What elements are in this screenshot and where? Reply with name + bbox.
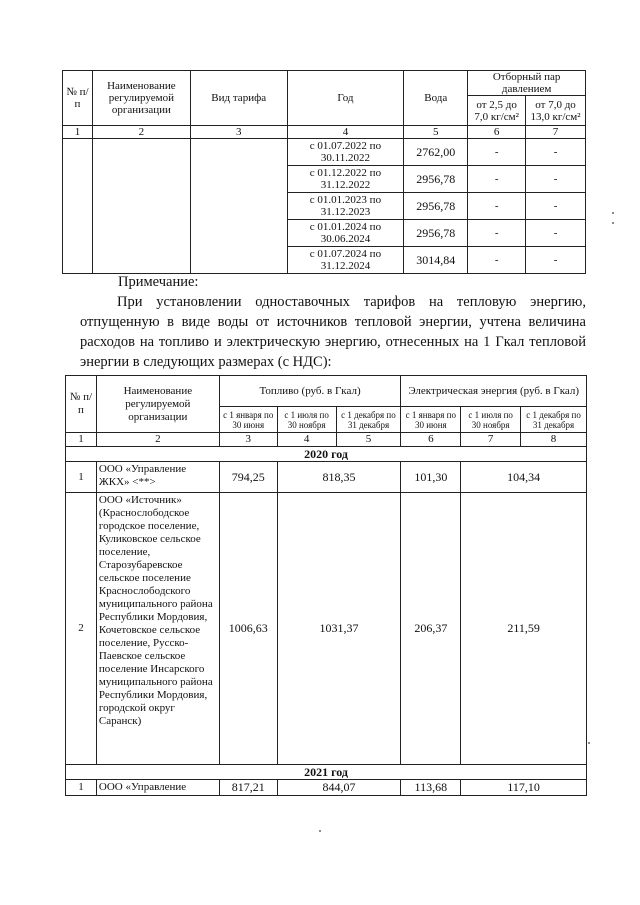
- header-year: Год: [287, 71, 404, 126]
- electricity-cell: 101,30: [401, 462, 461, 493]
- header-period: с 1 января по 30 июня: [219, 407, 277, 433]
- electricity-cell: 211,59: [461, 493, 587, 765]
- colnum: 6: [468, 126, 526, 139]
- header-tariff-type: Вид тарифа: [190, 71, 287, 126]
- row-num: 1: [66, 462, 97, 493]
- header-org: Наименование регулируемой организации: [96, 376, 219, 433]
- water-cell: 2956,78: [404, 166, 468, 193]
- empty-cell: [63, 139, 93, 274]
- header-num: № п/п: [66, 376, 97, 433]
- header-steam-b: от 7,0 до 13,0 кг/см²: [526, 96, 586, 126]
- scan-speck: [588, 742, 590, 744]
- year-heading: 2020 год: [66, 447, 587, 462]
- header-steam-a: от 2,5 до 7,0 кг/см²: [468, 96, 526, 126]
- org-cell: ООО «Источник» (Краснослободское городское поселение, Куликовское сельское поселение, Старозубаревское сельское поселение Краснослободского муниципального района Республики Мордовия, Кочетовское сельское поселение, Русско-Паевское сельское поселение Инсарского муниципального района Республики Мордовия, городской округ Саранск): [96, 493, 219, 765]
- table-row: [66, 462, 587, 493]
- header-steam: Отборный пар давлением: [468, 71, 586, 96]
- period-cell: с 01.01.2024 по 30.06.2024: [287, 220, 404, 247]
- period-cell: с 01.01.2023 по 31.12.2023: [287, 193, 404, 220]
- colnum: 5: [336, 433, 401, 447]
- steam-b-cell: -: [526, 220, 586, 247]
- colnum: 1: [63, 126, 93, 139]
- fuel-cell: 818,35: [277, 462, 401, 493]
- header-period: с 1 января по 30 июня: [401, 407, 461, 433]
- colnum: 2: [92, 126, 190, 139]
- header-org: Наименование регулируемой организации: [92, 71, 190, 126]
- scan-speck: [319, 830, 321, 832]
- org-cell: ООО «Управление ЖКХ» <**>: [96, 462, 219, 493]
- empty-cell: [190, 139, 287, 274]
- period-cell: с 01.07.2024 по 31.12.2024: [287, 247, 404, 274]
- table-row: [66, 493, 587, 765]
- steam-a-cell: -: [468, 139, 526, 166]
- header-period: с 1 июля по 30 ноября: [277, 407, 336, 433]
- row-num: 2: [66, 493, 97, 765]
- colnum: 4: [277, 433, 336, 447]
- colnum: 4: [287, 126, 404, 139]
- colnum: 1: [66, 433, 97, 447]
- fuel-cell: 1031,37: [277, 493, 401, 765]
- colnum: 5: [404, 126, 468, 139]
- note-body: При установлении одноставочных тарифов на тепловую энергию, отпущенную в виде воды от источников тепловой энергии, учтена величина расходов на топливо и электрическую энергию, отнесенных на 1 Гкал тепловой энергии в следующих размерах (с НДС):: [80, 294, 586, 370]
- steam-b-cell: -: [526, 193, 586, 220]
- org-cell: ООО «Управление: [96, 780, 219, 796]
- header-water: Вода: [404, 71, 468, 126]
- table-row: [66, 780, 587, 796]
- header-period: с 1 декабря по 31 декабря: [521, 407, 587, 433]
- steam-a-cell: -: [468, 247, 526, 274]
- fuel-cell: 817,21: [219, 780, 277, 796]
- water-cell: 2956,78: [404, 193, 468, 220]
- steam-b-cell: -: [526, 247, 586, 274]
- electricity-cell: 113,68: [401, 780, 461, 796]
- steam-a-cell: -: [468, 220, 526, 247]
- period-cell: с 01.07.2022 по 30.11.2022: [287, 139, 404, 166]
- colnum: 6: [401, 433, 461, 447]
- fuel-cell: 1006,63: [219, 493, 277, 765]
- colnum: 8: [521, 433, 587, 447]
- steam-a-cell: -: [468, 166, 526, 193]
- row-num: 1: [66, 780, 97, 796]
- colnum: 3: [219, 433, 277, 447]
- water-cell: 2956,78: [404, 220, 468, 247]
- steam-b-cell: -: [526, 166, 586, 193]
- scan-speck: [612, 212, 614, 214]
- steam-a-cell: -: [468, 193, 526, 220]
- water-cell: 2762,00: [404, 139, 468, 166]
- colnum: 7: [526, 126, 586, 139]
- header-period: с 1 июля по 30 ноября: [461, 407, 521, 433]
- fuel-energy-table: [65, 375, 587, 796]
- year-heading: 2021 год: [66, 765, 587, 780]
- note-title: Примечание:: [118, 274, 199, 290]
- header-fuel: Топливо (руб. в Гкал): [219, 376, 401, 407]
- steam-b-cell: -: [526, 139, 586, 166]
- header-electricity: Электрическая энергия (руб. в Гкал): [401, 376, 587, 407]
- colnum: 7: [461, 433, 521, 447]
- scan-speck: [612, 222, 614, 224]
- electricity-cell: 117,10: [461, 780, 587, 796]
- header-period: с 1 декабря по 31 декабря: [336, 407, 401, 433]
- electricity-cell: 104,34: [461, 462, 587, 493]
- colnum: 3: [190, 126, 287, 139]
- tariff-table: [62, 70, 586, 274]
- header-num: № п/п: [63, 71, 93, 126]
- water-cell: 3014,84: [404, 247, 468, 274]
- fuel-cell: 844,07: [277, 780, 401, 796]
- electricity-cell: 206,37: [401, 493, 461, 765]
- table-row: [63, 139, 586, 166]
- period-cell: с 01.12.2022 по 31.12.2022: [287, 166, 404, 193]
- fuel-cell: 794,25: [219, 462, 277, 493]
- empty-cell: [92, 139, 190, 274]
- colnum: 2: [96, 433, 219, 447]
